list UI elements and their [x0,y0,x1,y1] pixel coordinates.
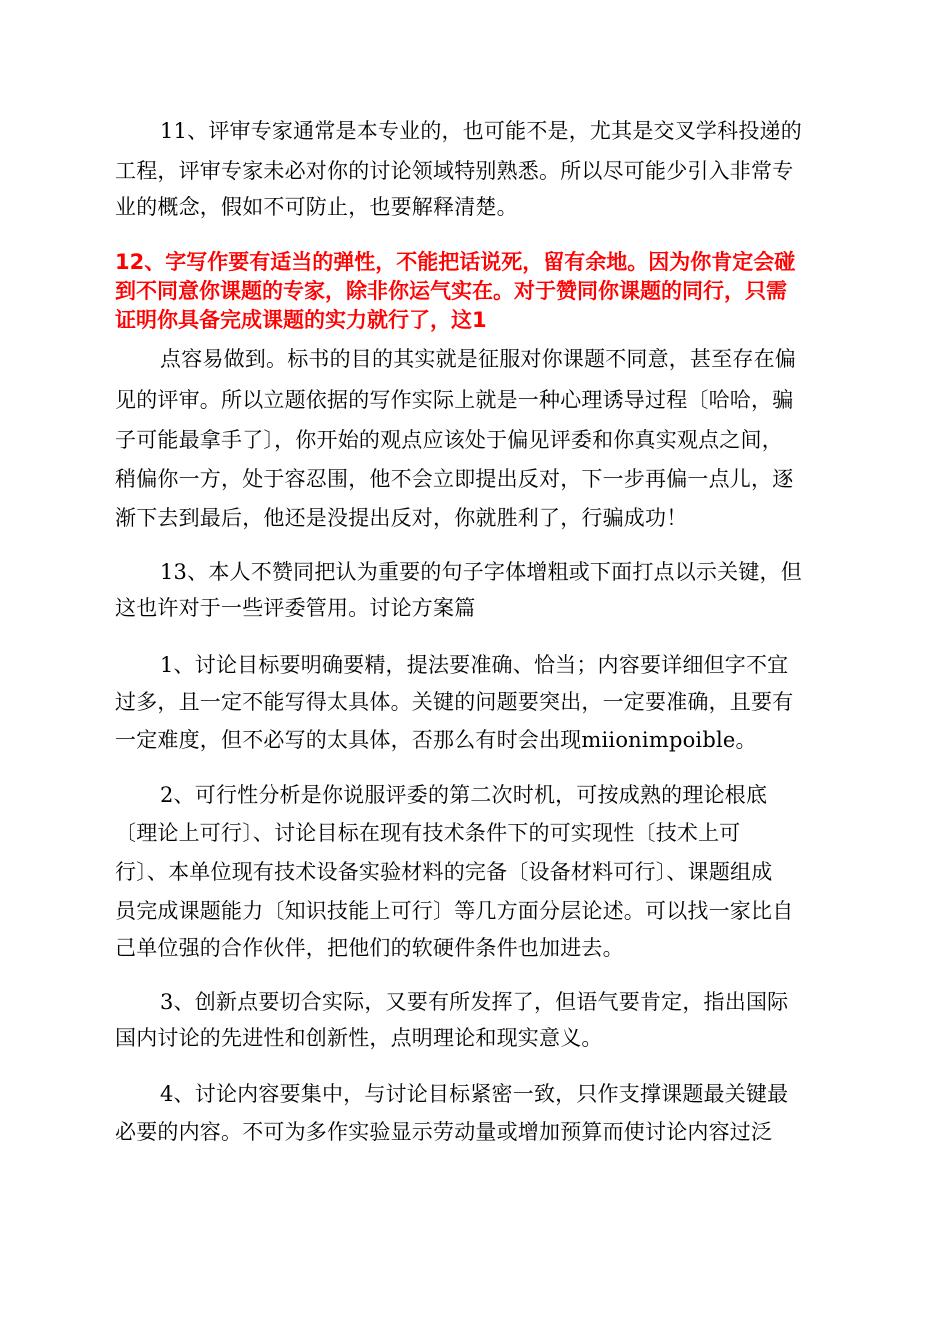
plan-item-4-line-2: 必要的内容。不可为多作实验显示劳动量或增加预算而使讨论内容过泛 [115,1120,773,1144]
paragraph-12-line-3: 证明你具备完成课题的实力就行了，这1 [115,308,487,332]
plan-item-1-line-1: 1、讨论目标要明确要精，提法要准确、恰当；内容要详细但字不宜 [160,653,789,677]
plan-item-2-line-5: 己单位强的合作伙伴，把他们的软硬件条件也加进去。 [115,936,624,960]
plan-item-4-line-1: 4、讨论内容要集中，与讨论目标紧密一致，只作支撑课题最关键最 [160,1082,789,1106]
paragraph-13-line-2: 这也许对于一些评委管用。讨论方案篇 [115,596,476,620]
plan-item-2-line-4: 员完成课题能力〔知识技能上可行〕等几方面分层论述。可以找一家比自 [115,899,794,923]
plan-item-1-line-2: 过多，且一定不能写得太具体。关键的问题要突出，一定要准确，且要有 [115,690,794,714]
paragraph-13-line-1: 13、本人不赞同把认为重要的句子字体增粗或下面打点以示关键，但 [160,560,802,584]
plan-item-1-line-3: 一定难度，但不必写的太具体，否那么有时会出现miionimpoible。 [115,728,757,752]
plan-item-3-line-1: 3、创新点要切合实际，又要有所发挥了，但语气要肯定，指出国际 [160,990,789,1014]
paragraph-continuation-line-4: 稍偏你一方，处于容忍围，他不会立即提出反对，下一步再偏一点儿，逐 [115,467,794,491]
paragraph-12-line-1: 12、字写作要有适当的弹性，不能把话说死，留有余地。因为你肯定会碰 [115,250,796,274]
paragraph-continuation-line-3: 子可能最拿手了〕，你开始的观点应该处于偏见评委和你真实观点之间， [115,428,783,452]
paragraph-continuation-line-2: 见的评审。所以立题依据的写作实际上就是一种心理诱导过程〔哈哈，骗 [115,388,794,412]
paragraph-continuation-line-5: 渐下去到最后，他还是没提出反对，你就胜利了，行骗成功！ [115,506,688,530]
paragraph-11-line-1: 11、评审专家通常是本专业的，也可能不是，尤其是交叉学科投递的 [160,119,802,143]
plan-item-2-line-1: 2、可行性分析是你说服评委的第二次时机，可按成熟的理论根底 [160,783,768,807]
plan-item-2-line-2: 〔理论上可行〕、讨论目标在现有技术条件下的可实现性〔技术上可 [115,821,741,845]
plan-item-3-line-2: 国内讨论的先进性和创新性，点明理论和现实意义。 [115,1026,603,1050]
paragraph-11-line-2: 工程，评审专家未必对你的讨论领域特别熟悉。所以尽可能少引入非常专 [115,159,794,183]
plan-item-2-line-3: 行〕、本单位现有技术设备实验材料的完备〔设备材料可行〕、课题组成 [115,860,773,884]
paragraph-continuation-line-1: 点容易做到。标书的目的其实就是征服对你课题不同意，甚至存在偏 [160,347,796,371]
paragraph-11-line-3: 业的概念，假如不可防止，也要解释清楚。 [115,195,518,219]
paragraph-12-line-2: 到不同意你课题的专家，除非你运气实在。对于赞同你课题的同行，只需 [115,279,787,303]
